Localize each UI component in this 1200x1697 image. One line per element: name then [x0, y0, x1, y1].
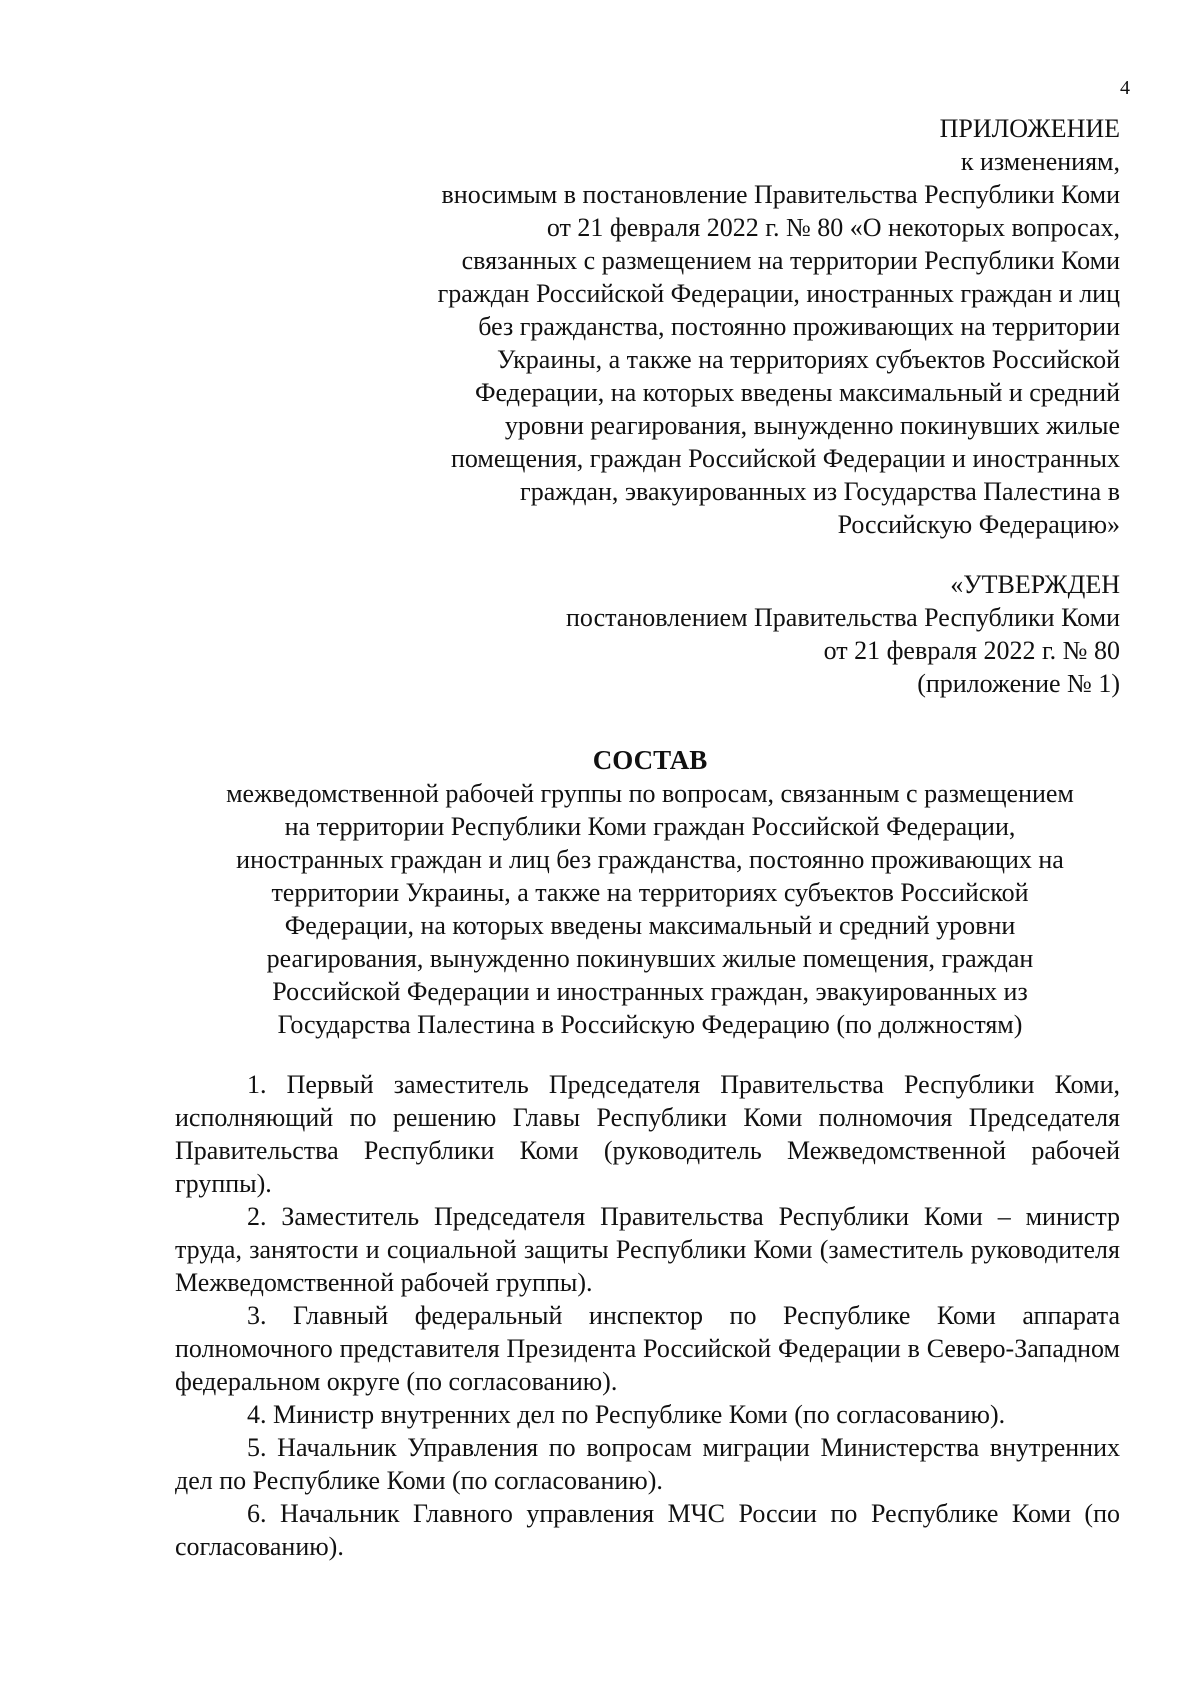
approved-line: от 21 февраля 2022 г. № 80	[823, 636, 1120, 665]
member-item: 3. Главный федеральный инспектор по Республике Коми аппарата полномочного представителя Президента Российской Федерации в Северо-Западном федеральном округе (по согласованию).	[175, 1301, 1120, 1396]
appendix-line: Украины, а также на территориях субъектов Российской	[497, 345, 1120, 374]
appendix-line: граждан Российской Федерации, иностранных граждан и лиц	[437, 279, 1120, 308]
member-item: 4. Министр внутренних дел по Республике Коми (по согласованию).	[247, 1400, 1006, 1429]
page-number: 4	[1120, 77, 1130, 99]
appendix-line: Федерации, на которых введены максимальный и средний	[475, 378, 1120, 407]
composition-line: на территории Республики Коми граждан Российской Федерации,	[284, 812, 1016, 841]
appendix-line: ПРИЛОЖЕНИЕ	[939, 114, 1120, 143]
appendix-line: вносимым в постановление Правительства Республики Коми	[441, 180, 1120, 209]
appendix-line: граждан, эвакуированных из Государства Палестина в	[520, 477, 1120, 506]
member-item: 5. Начальник Управления по вопросам миграции Министерства внутренних дел по Республике Коми (по согласованию).	[175, 1433, 1120, 1495]
appendix-block	[320, 112, 1120, 541]
composition-line: иностранных граждан и лиц без гражданства, постоянно проживающих на	[236, 845, 1064, 874]
approved-line: постановлением Правительства Республики Коми	[566, 603, 1120, 632]
member-item: 2. Заместитель Председателя Правительства Республики Коми – министр труда, занятости и социальной защиты Республики Коми (заместитель руководителя Межведомственной рабочей группы).	[175, 1202, 1120, 1297]
approved-block	[320, 568, 1120, 700]
composition-line: Федерации, на которых введены максимальный и средний уровни	[284, 911, 1016, 940]
composition-line: территории Украины, а также на территориях субъектов Российской	[271, 878, 1029, 907]
composition-line: Государства Палестина в Российскую Федерацию (по должностям)	[277, 1010, 1023, 1039]
appendix-line: без гражданства, постоянно проживающих на территории	[478, 312, 1120, 341]
appendix-line: связанных с размещением на территории Республики Коми	[461, 246, 1120, 275]
composition-line: межведомственной рабочей группы по вопросам, связанным с размещением	[226, 779, 1074, 808]
approved-line: (приложение № 1)	[917, 669, 1120, 698]
appendix-line: к изменениям,	[960, 147, 1120, 176]
appendix-line: Российскую Федерацию»	[837, 510, 1120, 539]
appendix-line: уровни реагирования, вынужденно покинувших жилые	[504, 411, 1120, 440]
appendix-line: помещения, граждан Российской Федерации и иностранных	[451, 444, 1120, 473]
member-item: 1. Первый заместитель Председателя Правительства Республики Коми, исполняющий по решению Главы Республики Коми полномочия Председателя Правительства Республики Коми (руководитель Межведомственной рабочей группы).	[175, 1070, 1120, 1198]
composition-line: реагирования, вынужденно покинувших жилые помещения, граждан	[266, 944, 1034, 973]
composition-title-block	[170, 744, 1130, 1041]
approved-line: «УТВЕРЖДЕН	[950, 570, 1120, 599]
composition-line: Российской Федерации и иностранных граждан, эвакуированных из	[272, 977, 1028, 1006]
member-item: 6. Начальник Главного управления МЧС России по Республике Коми (по согласованию).	[175, 1499, 1120, 1561]
appendix-line: от 21 февраля 2022 г. № 80 «О некоторых вопросах,	[546, 213, 1120, 242]
members-list	[175, 1068, 1120, 1563]
composition-heading: СОСТАВ	[592, 745, 708, 775]
